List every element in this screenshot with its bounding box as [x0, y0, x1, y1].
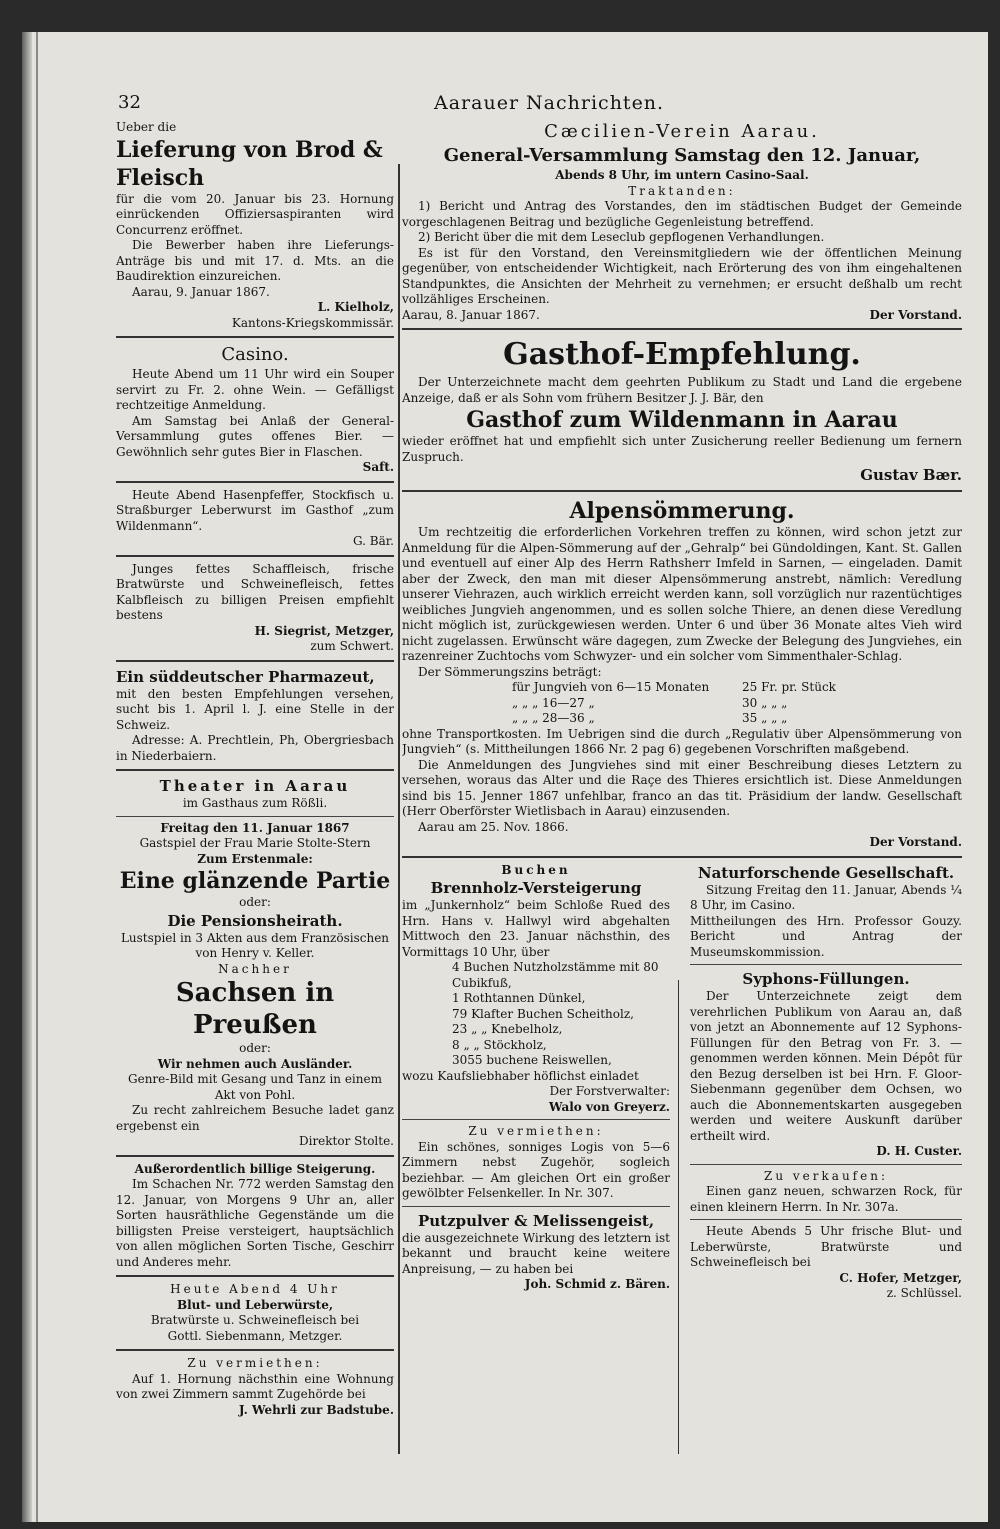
- ad-signature: Gottl. Siebenmann, Metzger.: [167, 1328, 343, 1343]
- ad-text: Der Sömmerungszins beträgt:: [418, 664, 602, 679]
- ad-title: Blut- und Leberwürste,: [176, 1297, 334, 1312]
- ad-signature: C. Hofer, Metzger,: [839, 1270, 962, 1285]
- divider: [402, 856, 962, 858]
- ad-text: Junges fettes Schaffleisch, frische Bratwürste und Schweinefleisch, fettes Kalbfleisch zu billigen Preisen empfiehlt bestens: [116, 561, 394, 622]
- ad-signature: Joh. Schmid z. Bären.: [524, 1277, 670, 1291]
- ad-text: Auf 1. Hornung nächsthin eine Wohnung von zwei Zimmern sammt Zugehörde bei: [116, 1371, 394, 1401]
- ad-theater: [116, 776, 394, 1150]
- price-value: 35 „ „ „: [742, 711, 788, 725]
- ad-title: Zu vermiethen:: [468, 1124, 604, 1138]
- ad-text: mit den besten Empfehlungen versehen, sucht bis 1. April l. J. eine Stelle in der Schweiz.: [116, 686, 394, 732]
- wood-list: [402, 960, 670, 1069]
- ad-text: Am Samstag bei Anlaß der General-Versammlung gutes offenes Bier. — Gewöhnlich sehr gutes Bier in Flaschen.: [116, 413, 394, 459]
- ad-title: Theater in Aarau: [159, 777, 351, 795]
- ad-text: oder:: [239, 1041, 271, 1055]
- ad-title: Putzpulver & Melissengeist,: [417, 1211, 655, 1230]
- ad-signature: Gustav Bær.: [860, 466, 962, 484]
- ad-signature: J. Wehrli zur Badstube.: [238, 1402, 394, 1417]
- price-row: [402, 711, 962, 727]
- ad-signature: D. H. Custer.: [876, 1144, 962, 1158]
- ad-vermiethen2: [402, 1124, 670, 1202]
- subcolumn-left: [402, 863, 670, 1302]
- ad-signature: G. Bär.: [353, 534, 394, 548]
- ad-title: Brennholz-Versteigerung: [430, 879, 642, 897]
- list-item: 79 Klafter Buchen Scheitholz,: [452, 1006, 634, 1021]
- ad-title: Ein süddeutscher Pharmazeut,: [116, 667, 375, 686]
- ad-headline: General-Versammlung Samstag den 12. Januar,: [443, 145, 921, 166]
- ad-hasenpfeffer: [116, 488, 394, 550]
- ad-steigerung: [116, 1162, 394, 1271]
- ad-text: Zum Erstenmale:: [197, 851, 313, 866]
- ad-blutwurst: [116, 1282, 394, 1344]
- ad-syphons: [690, 969, 962, 1160]
- ad-text: Die Bewerber haben ihre Lieferungs-Anträge bis und mit 17. d. Mts. an die Baudirektion einzureichen.: [116, 238, 394, 283]
- ad-title: Lieferung von Brod & Fleisch: [116, 136, 383, 191]
- price-label: für Jungvieh von 6—15 Monaten: [512, 680, 710, 694]
- ad-signature: Direktor Stolte.: [298, 1134, 394, 1148]
- ad-hofer: [690, 1224, 962, 1302]
- ad-text: Gastspiel der Frau Marie Stolte-Stern: [139, 836, 371, 850]
- ad-date: Aarau, 9. Januar 1867.: [132, 284, 270, 299]
- ad-caecilien: [402, 120, 962, 323]
- ad-text: Heute Abend Hasenpfeffer, Stockfisch u. Straßburger Leberwurst im Gasthof „zum Wildenmann“.: [116, 487, 394, 533]
- ad-text: Der Unterzeichnete macht dem geehrten Publikum zu Stadt und Land die ergebene Anzeige, daß er als Sohn vom frühern Besitzer J. J. Bär, den: [402, 375, 962, 405]
- ad-signature: H. Siegrist, Metzger,: [254, 623, 394, 638]
- ad-text: die ausgezeichnete Wirkung des letztern ist bekannt und braucht keine weitere Anpreisung, — zu haben bei: [402, 1230, 670, 1276]
- ad-signature: Der Forstverwalter:: [549, 1084, 670, 1098]
- ad-title: Außerordentlich billige Steigerung.: [134, 1161, 376, 1176]
- ad-signature: Saft.: [362, 460, 394, 474]
- ad-lieferung: [116, 120, 394, 331]
- page-edge-shadow: [22, 32, 32, 1522]
- ad-text: Adresse: A. Prechtlein, Ph, Obergriesbach in Niederbaiern.: [116, 733, 394, 763]
- ad-text: 1) Bericht und Antrag des Vorstandes, den im städtischen Budget der Gemeinde vorgeschlagenen Beitrag und bezügliche Gegenleistung betreffend.: [402, 199, 962, 229]
- ad-signature: Der Vorstand.: [869, 835, 962, 849]
- list-item: 8 „ „ Stöckholz,: [452, 1037, 547, 1052]
- divider: [116, 481, 394, 483]
- column-rule: [398, 164, 400, 1454]
- divider: [402, 490, 962, 492]
- ad-text: Die Anmeldungen des Jungviehes sind mit einer Beschreibung dieses Letztern zu versehen, woraus das Alter und die Raçe des Thieres ersichtlich ist. Diese Anmeldungen sind bis 15. Jenner 1867 unfehlbar, franco an das tit. Präsidium der landw. Gesellschaft (Herr Oberförster Wietlisbach in Aarau) einzusenden.: [402, 757, 962, 818]
- ad-signature: Kantons-Kriegskommissär.: [231, 315, 394, 330]
- ad-text: Um rechtzeitig die erforderlichen Vorkehren treffen zu können, wird schon jetzt zur Anmeldung für die Alpen-Sömmerung auf der „Gehralp“ bei Gündoldingen, Kant. St. Gallen und eventuell auf einer Alp des Herrn Rathsherr Imfeld in Sarnen, — eingeladen. Damit aber der Zweck, den man mit dieser Alpensömmerung anstrebt, nämlich: Veredlung unserer Viehrazen, auch wirklich erreicht werden kann, soll vorzüglich nur razentüchtiges weibliches Jungvieh angenommen, und es sollen solche Thiere, an denen diese Veredlung nicht möglich ist, zurückgewiesen werden. Unter 6 und über 36 Monate altes Vieh wird nicht zugelassen. Erwünscht wäre dagegen, zum Zwecke der Belegung des Jungviehes, ein razenreiner Zuchtochs vom Schwyzer- und ein solcher vom Simmenthaler-Schlag.: [402, 525, 962, 663]
- price-label: „ „ „ 28—36 „: [512, 711, 595, 725]
- ad-title: Syphons-Füllungen.: [742, 970, 910, 988]
- ad-title: Naturforschende Gesellschaft.: [697, 863, 955, 882]
- subcolumn-right: [690, 863, 962, 1302]
- ad-vermiethen: [116, 1356, 394, 1418]
- ad-gasthof: [402, 335, 962, 485]
- ad-text: Sitzung Freitag den 11. Januar, Abends ¼ 8 Uhr, im Casino.: [690, 882, 962, 912]
- play-subtitle: Die Pensionsheirath.: [167, 911, 343, 930]
- divider: [402, 1206, 670, 1207]
- ad-text: Lustspiel in 3 Akten aus dem Französischen von Henry v. Keller.: [120, 930, 390, 960]
- divider: [116, 1155, 394, 1157]
- ad-signature: Walo von Greyerz.: [549, 1099, 670, 1114]
- list-item: 4 Buchen Nutzholzstämme mit 80 Cubikfuß,: [452, 960, 659, 990]
- right-column: [402, 120, 962, 1522]
- divider: [116, 816, 394, 817]
- play-title: Eine glänzende Partie: [119, 868, 391, 894]
- divider: [402, 1119, 670, 1120]
- ad-text: 2) Bericht über die mit dem Leseclub gepflogenen Verhandlungen.: [418, 230, 825, 244]
- ad-intro: Ueber die: [116, 120, 177, 134]
- list-item: 3055 buchene Reiswellen,: [452, 1053, 612, 1067]
- ad-putzpulver: [402, 1211, 670, 1293]
- divider: [690, 964, 962, 965]
- ad-title: Zu vermiethen:: [187, 1356, 323, 1370]
- divider: [116, 660, 394, 662]
- ad-date: Freitag den 11. Januar 1867: [160, 820, 350, 835]
- ad-text: Traktanden:: [628, 183, 736, 198]
- divider: [116, 1275, 394, 1277]
- ad-text: Mittheilungen des Hrn. Professor Gouzy. Bericht und Antrag der Museumskommission.: [690, 913, 962, 959]
- ad-text: Heute Abend um 11 Uhr wird ein Souper servirt zu Fr. 2. ohne Wein. — Gefälligst rechtzeitige Anmeldung.: [116, 367, 394, 412]
- ad-title: Alpensömmerung.: [569, 498, 795, 524]
- ad-text: Heute Abend 4 Uhr: [170, 1282, 340, 1296]
- page-edge-line: [36, 32, 38, 1522]
- newspaper-page: [22, 32, 988, 1522]
- ad-signature: Der Vorstand.: [869, 307, 962, 322]
- divider: [116, 769, 394, 771]
- divider: [116, 336, 394, 338]
- ad-casino: [116, 343, 394, 476]
- ad-alpen: [402, 497, 962, 851]
- list-item: 23 „ „ Knebelholz,: [452, 1022, 563, 1036]
- ad-signature: L. Kielholz,: [317, 300, 394, 314]
- ad-text: für die vom 20. Januar bis 23. Hornung einrückenden Offiziersaspiranten wird Concurrenz eröffnet.: [116, 191, 394, 237]
- ad-text: im „Junkernholz“ beim Schloße Rued des Hrn. Hans v. Hallwyl wird abgehalten Mittwoch den 23. Januar nächsthin, des Vormittags 10 Uhr, über: [402, 898, 670, 959]
- divider: [690, 1219, 962, 1220]
- ad-text: Einen ganz neuen, schwarzen Rock, für einen kleinern Herrn. In Nr. 307a.: [690, 1184, 962, 1214]
- divider: [402, 328, 962, 330]
- ad-text: wozu Kaufsliebhaber höflichst einladet: [402, 1068, 639, 1083]
- price-table: [402, 680, 962, 727]
- price-row: [402, 680, 962, 696]
- ad-footer: [402, 308, 962, 324]
- divider: [116, 555, 394, 557]
- list-item: 1 Rothtannen Dünkel,: [452, 991, 586, 1005]
- ad-text: oder:: [239, 895, 271, 909]
- ad-title: Cæcilien-Verein Aarau.: [544, 121, 820, 142]
- ad-pharmazeut: [116, 667, 394, 765]
- ad-text: Bratwürste u. Schweinefleisch bei: [150, 1313, 360, 1327]
- ad-title: Gasthof-Empfehlung.: [503, 337, 861, 372]
- ad-text: Ein schönes, sonniges Logis von 5—6 Zimmern nebst Zugehör, sogleich beziehbar. — Am gleichen Ort ein großer gewölbter Felsenkeller. In Nr. 307.: [402, 1139, 670, 1200]
- ad-text: ohne Transportkosten. Im Uebrigen sind die durch „Regulativ über Alpensömmerung von Jungvieh“ (s. Mittheilungen 1866 Nr. 2 pag 6) gegebenen Vorschriften maßgebend.: [402, 726, 962, 756]
- play-subtitle: Wir nehmen auch Ausländer.: [157, 1056, 353, 1071]
- ad-text: Buchen: [501, 862, 571, 877]
- right-subcolumns: [402, 863, 962, 1302]
- ad-text: Heute Abends 5 Uhr frische Blut- und Leberwürste, Bratwürste und Schweinefleisch bei: [690, 1224, 962, 1269]
- paper-title: Aarauer Nachrichten.: [434, 92, 665, 114]
- ad-verkaufen: [690, 1169, 962, 1216]
- ad-buchen: [402, 863, 670, 1116]
- ad-headline: Gasthof zum Wildenmann in Aarau: [466, 407, 898, 433]
- ad-schaffleisch: [116, 562, 394, 655]
- ad-natur: [690, 863, 962, 961]
- ad-text: Der Unterzeichnete zeigt dem verehrlichen Publikum von Aarau an, daß von jetzt an Abonnemente auf 12 Syphons-Füllungen für den Betrag von Fr. 3. — genommen werden können. Mein Dépôt für den Bezug derselben ist bei Hrn. F. Gloor-Siebenmann gegenüber dem Ochsen, wo auch die Abonnementskarten ausgegeben werden und weitere Auskunft darüber ertheilt wird.: [690, 989, 962, 1143]
- divider: [116, 1349, 394, 1351]
- ad-date: Aarau, 8. Januar 1867.: [402, 307, 540, 322]
- ad-subtitle: im Gasthaus zum Rößli.: [182, 796, 328, 810]
- ad-text: Genre-Bild mit Gesang und Tanz in einem Akt von Pohl.: [128, 1072, 382, 1102]
- ad-text: Im Schachen Nr. 772 werden Samstag den 12. Januar, von Morgens 9 Uhr an, aller Sorten hausräthliche Gegenstände um die billigsten Preise versteigert, hauptsächlich von allen möglichen Sorten Tische, Geschirr und Anderes mehr.: [116, 1177, 394, 1269]
- ad-text: Nachher: [218, 961, 292, 976]
- ad-text: Es ist für den Vorstand, den Vereinsmitgliedern wie der öffentlichen Meinung gegenüber, von entscheidender Wichtigkeit, nach Erörterung des von ihm eingehaltenen Standpunktes, die Ansichten der Mehrheit zu vernehmen; er ersucht deßhalb um recht vollzähliges Erscheinen.: [402, 245, 962, 306]
- left-column: [116, 120, 394, 1522]
- ad-signature: zum Schwert.: [310, 639, 394, 653]
- price-label: „ „ „ 16—27 „: [512, 695, 595, 710]
- ad-text: wieder eröffnet hat und empfiehlt sich unter Zusicherung reeller Bedienung um fernern Zuspruch.: [402, 434, 962, 464]
- price-value: 30 „ „ „: [742, 695, 788, 710]
- price-row: [402, 696, 962, 712]
- ad-signature: z. Schlüssel.: [886, 1286, 962, 1300]
- divider: [690, 1164, 962, 1165]
- ad-date: Aarau am 25. Nov. 1866.: [418, 819, 569, 834]
- page-number: 32: [118, 92, 141, 113]
- price-value: 25 Fr. pr. Stück: [742, 680, 836, 694]
- ad-subtitle: Abends 8 Uhr, im untern Casino-Saal.: [555, 168, 809, 182]
- ad-title: Zu verkaufen:: [764, 1168, 888, 1183]
- play-title: Sachsen in Preußen: [175, 978, 335, 1040]
- ad-text: Zu recht zahlreichem Besuche ladet ganz ergebenst ein: [116, 1103, 394, 1133]
- ad-title: Casino.: [221, 344, 289, 365]
